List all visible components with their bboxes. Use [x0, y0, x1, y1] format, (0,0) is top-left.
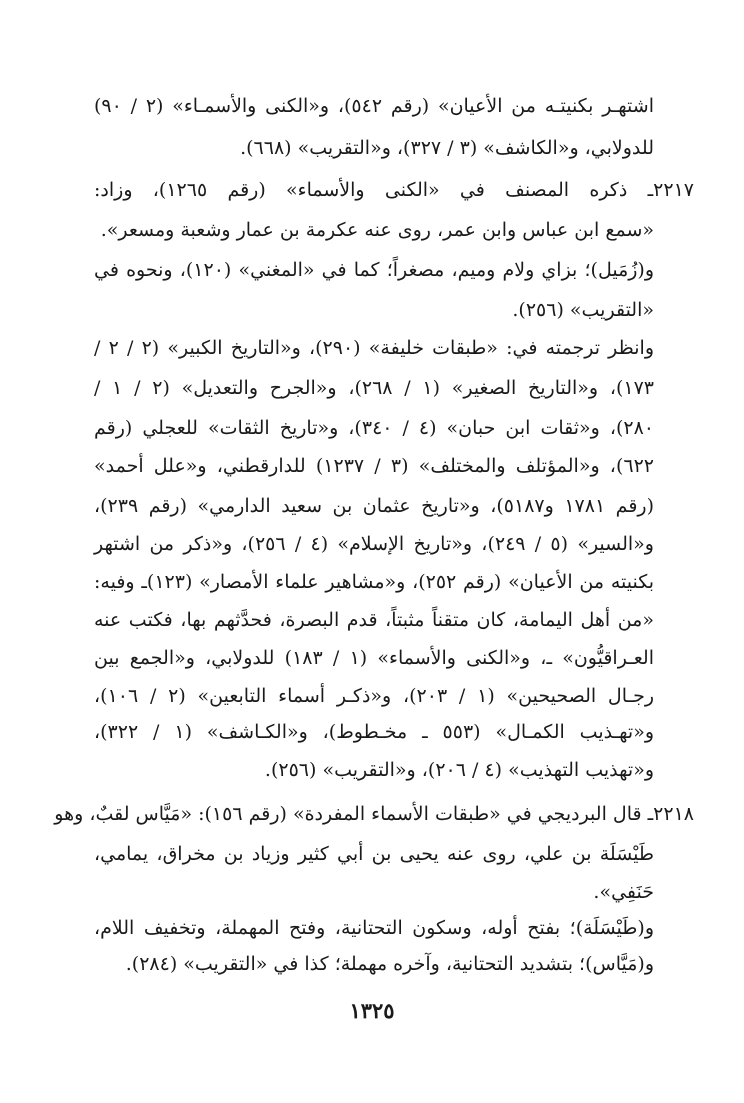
entry-2218-heading: ٢٢١٨ـ قال البرديجي في «طبقات الأسماء المفردة» (رقم ١٥٦): «مَيَّاس لقبٌ، وهو — [54, 803, 694, 825]
text-line: (رقم ١٧٨١ و٥١٨٧)، و«تاريخ عثمان بن سعيد الدارمي» (رقم ٢٣٩)، — [94, 495, 654, 517]
text-line: حَنَفِي». — [593, 881, 654, 903]
text-line: للدولابي، و«الكاشف» (٣ / ٣٢٧)، و«التقريب» (٦٦٨). — [240, 137, 654, 159]
text-line: بكنيته من الأعيان» (رقم ٢٥٢)، و«مشاهير علماء الأمصار» (١٢٣)ـ وفيه: — [94, 571, 654, 593]
page-number: ١٣٢٥ — [349, 998, 395, 1023]
text-line: «التقريب» (٢٥٦). — [512, 299, 654, 321]
text-line: رجـال الصحيحين» (١ / ٢٠٣)، و«ذكـر أسماء التابعين» (٢ / ١٠٦)، — [94, 685, 654, 707]
text-line: العـراقيُّون» ـ، و«الكنى والأسماء» (١ / ١٨٣) للدولابي، و«الجمع بين — [94, 647, 654, 669]
text-line: و(مَيَّاس)؛ بتشديد التحتانية، وآخره مهملة؛ كذا في «التقريب» (٢٨٤). — [125, 953, 654, 975]
text-line: و«تهـذيب الكمـال» (٥٥٣ ـ مخـطوط)، و«الكـاشف» (١ / ٣٢٢)، — [94, 721, 654, 743]
text-line: «سمع ابن عباس وابن عمر، روى عنه عكرمة بن عمار وشعبة ومسعر». — [100, 219, 654, 241]
text-line: و«تهذيب التهذيب» (٤ / ٢٠٦)، و«التقريب» (٢٥٦). — [264, 759, 654, 781]
text-line: ٦٢٢)، و«المؤتلف والمختلف» (٣ / ١٢٣٧) للدارقطني، و«علل أحمد» — [94, 455, 654, 477]
text-line: و(زُمَيل)؛ بزاي ولام وميم، مصغراً؛ كما في «المغني» (١٢٠)، ونحوه في — [94, 259, 655, 281]
entry-2217-heading: ٢٢١٧ـ ذكره المصنف في «الكنى والأسماء» (رقم ١٢٦٥)، وزاد: — [94, 179, 694, 201]
text-line: اشتهـر بكنيتـه من الأعيان» (رقم ٥٤٢)، و«الكنى والأسمـاء» (٢ / ٩٠) — [94, 95, 654, 117]
text-line: ١٧٣)، و«التاريخ الصغير» (١ / ٢٦٨)، و«الجرح والتعديل» (٢ / ١ / — [94, 377, 655, 399]
text-line: وانظر ترجمته في: «طبقات خليفة» (٢٩٠)، و«التاريخ الكبير» (٢ / ٢ / — [94, 337, 654, 359]
text-line: و(طَيْسَلَة)؛ بفتح أوله، وسكون التحتانية، وفتح المهملة، وتخفيف اللام، — [94, 917, 654, 939]
text-line: طَيْسَلَة بن علي، روى عنه يحيى بن أبي كثير وزياد بن مخراق، يمامي، — [94, 843, 654, 865]
text-line: «من أهل اليمامة، كان متقناً مثبتاً، قدم البصرة، فحدَّثهم بها، فكتب عنه — [94, 609, 654, 631]
text-line: ٢٨٠)، و«ثقات ابن حبان» (٤ / ٣٤٠)، و«تاريخ الثقات» للعجلي (رقم — [94, 417, 654, 439]
text-line: و«السير» (٥ / ٢٤٩)، و«تاريخ الإسلام» (٤ / ٢٥٦)، و«ذكر من اشتهر — [94, 533, 654, 555]
